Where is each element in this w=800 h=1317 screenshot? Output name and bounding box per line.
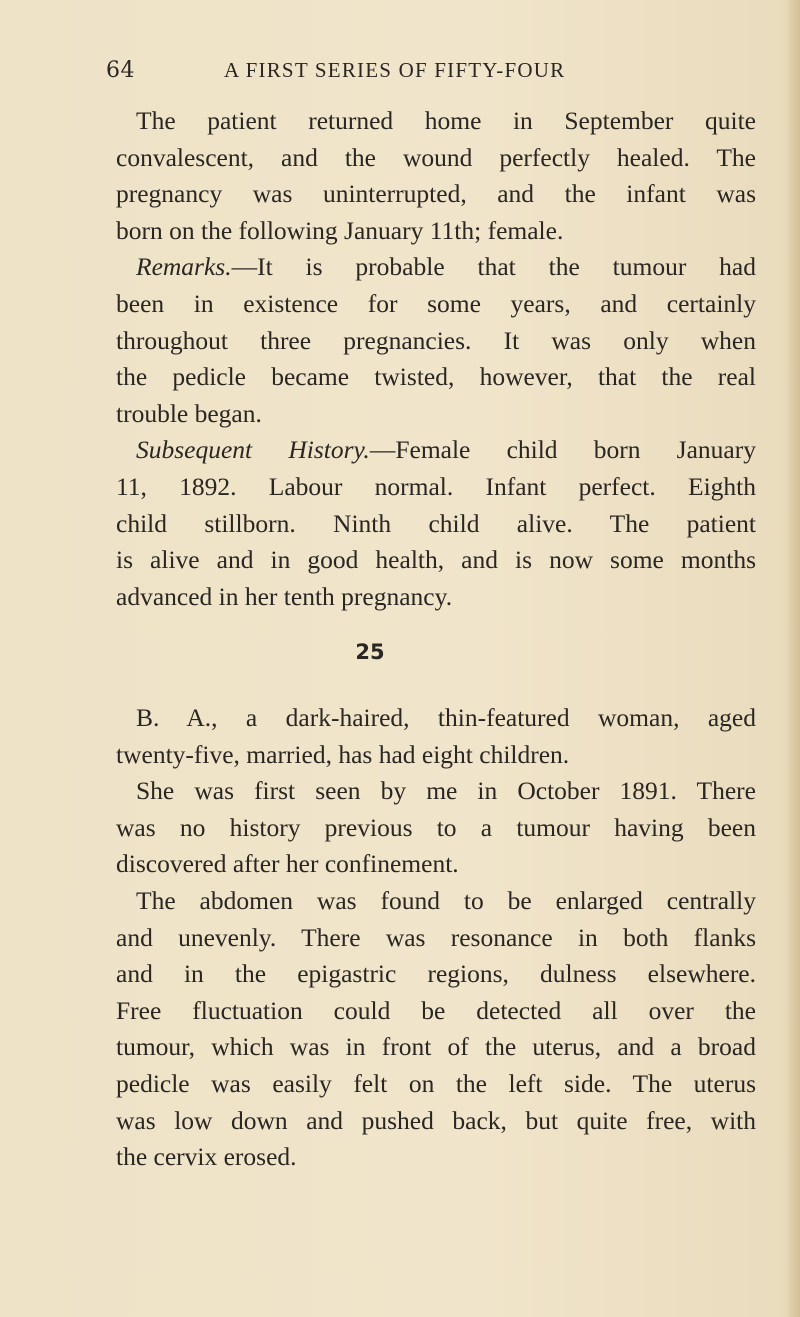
section-case-25 (116, 700, 756, 1176)
section-case-24-conclusion (116, 103, 756, 615)
text-line: is alive and in good health, and is now some months (116, 545, 756, 575)
text-line: the cervix erosed. (116, 1142, 297, 1172)
text-line: tumour, which was in front of the uterus, and a broad (116, 1032, 756, 1062)
text-line: B. A., a dark-haired, thin-featured woman, aged (136, 703, 756, 732)
text-line: convalescent, and the wound perfectly healed. The (116, 142, 756, 172)
text-line: born on the following January 11th; female. (116, 215, 564, 245)
text-line: twenty-five, married, has had eight children. (116, 739, 570, 769)
text-line: Free fluctuation could be detected all over the (116, 995, 756, 1025)
text-line: discovered after her confinement. (116, 849, 459, 879)
text-line: was no history previous to a tumour having been (116, 812, 756, 842)
text-line: been in existence for some years, and certainly (116, 288, 756, 318)
text-line: 11, 1892. Labour normal. Infant perfect. Eighth (116, 471, 756, 501)
text-line: was low down and pushed back, but quite free, with (116, 1105, 756, 1135)
remarks-label: Remarks. (136, 252, 232, 282)
text-run: —It is probable that the tumour had (231, 252, 756, 282)
page-header (106, 58, 666, 92)
case-number-heading: 25 (355, 640, 385, 664)
text-line: She was first seen by me in October 1891. There (136, 776, 756, 806)
text-line: trouble began. (116, 398, 262, 428)
history-first-line (116, 432, 756, 469)
text-line: and in the epigastric regions, dulness elsewhere. (116, 959, 756, 989)
text-line: The patient returned home in September quite (136, 106, 756, 135)
text-line: child stillborn. Ninth child alive. The patient (116, 508, 756, 538)
text-line: throughout three pregnancies. It was only when (116, 325, 756, 355)
text-line: The abdomen was found to be enlarged centrally (136, 885, 756, 915)
text-line: advanced in her tenth pregnancy. (116, 581, 453, 611)
remarks-first-line (116, 249, 756, 286)
text-line: and unevenly. There was resonance in both flanks (116, 922, 756, 952)
text-line: pedicle was easily felt on the left side. The uterus (116, 1068, 756, 1098)
text-line: the pedicle became twisted, however, that the real (116, 362, 756, 392)
text-run: —Female child born January (369, 435, 756, 465)
history-label: Subsequent History. (136, 435, 370, 465)
running-title: A FIRST SERIES OF FIFTY-FOUR (224, 58, 566, 82)
page-number: 64 (106, 58, 135, 83)
text-line: pregnancy was uninterrupted, and the infant was (116, 179, 756, 209)
page-edge-shadow (786, 0, 800, 1317)
